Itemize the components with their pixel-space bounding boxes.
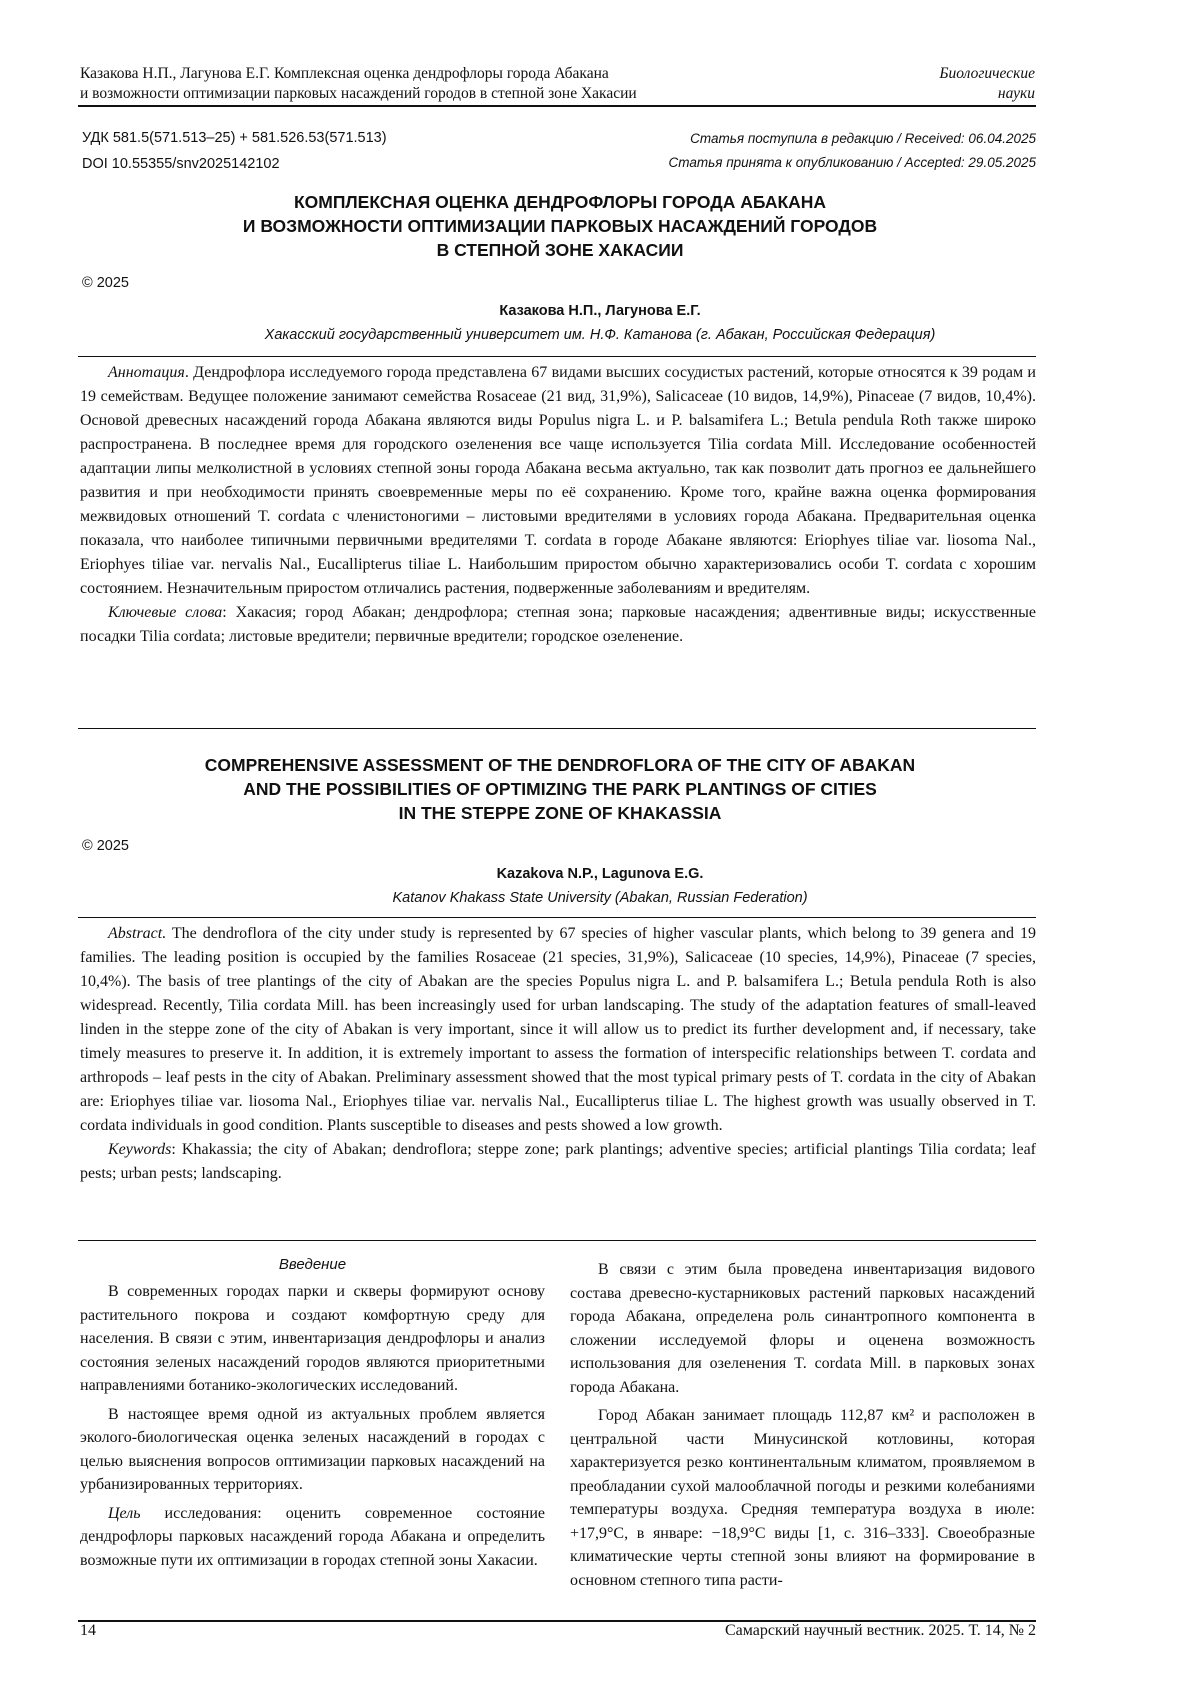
article-title-ru: [120, 190, 1000, 262]
received-date: Статья поступила в редакцию / Received: 06.04.2025: [690, 131, 1036, 146]
intro-heading: Введение: [278, 1256, 347, 1273]
intro-paragraph-3: [80, 1502, 545, 1573]
title-en-line-2: AND THE POSSIBILITIES OF OPTIMIZING THE PARK PLANTINGS OF CITIES: [243, 779, 877, 799]
abstract-ru-bottom-rule: [78, 728, 1036, 729]
meta-dates: [600, 127, 1036, 175]
abstract-ru-paragraph: [80, 361, 1036, 601]
abstract-en-paragraph: [80, 922, 1036, 1138]
accepted-date: Статья принята к опубликованию / Accepted: 29.05.2025: [668, 155, 1036, 170]
affiliation-ru: Хакасский государственный университет им. Н.Ф. Катанова (г. Абакан, Российская Федерация): [264, 327, 936, 343]
keywords-en-paragraph: [80, 1138, 1036, 1186]
body-column-left: [80, 1254, 545, 1577]
running-header-line-1: Казакова Н.П., Лагунова Е.Г. Комплексная оценка дендрофлоры города Абакана: [80, 65, 609, 82]
journal-citation: Самарский научный вестник. 2025. Т. 14, № 2: [724, 1622, 1036, 1639]
title-ru-line-3: В СТЕПНОЙ ЗОНЕ ХАКАСИИ: [436, 240, 684, 260]
aim-text: исследования: оценить современное состояние дендрофлоры парковых насаждений города Абакана и определить возможные пути их оптимизации в городах степной зоны Хакасии.: [80, 1504, 545, 1569]
abstract-en: [80, 922, 1036, 1186]
abstract-en-label: Abstract.: [108, 925, 167, 942]
abstract-ru-label: Аннотация: [108, 364, 185, 381]
udc-code: УДК 581.5(571.513–25) + 581.526.53(571.513): [82, 130, 387, 146]
meta-identifiers: [82, 125, 387, 177]
intro-paragraph-1: В современных городах парки и скверы формируют основу растительного покрова и создают комфортную среду для населения. В связи с этим, инвентаризация дендрофлоры и анализ состояния зеленых насаждений городов являются приоритетными направлениями ботанико-экологических исследований.: [80, 1283, 545, 1394]
article-title-en: [120, 753, 1000, 825]
keywords-ru-paragraph: [80, 601, 1036, 649]
affiliation-en: Katanov Khakass State University (Abakan, Russian Federation): [392, 890, 808, 906]
section-line-2: науки: [997, 85, 1035, 102]
section-line-1: Биологические: [939, 65, 1035, 82]
title-en-line-1: COMPREHENSIVE ASSESSMENT OF THE DENDROFLORA OF THE CITY OF ABAKAN: [204, 755, 916, 775]
body-right-paragraph-2: Город Абакан занимает площадь 112,87 км² и расположен в центральной части Минусинской котловины, которая характеризуется резко континентальным климатом, проявляемом в преобладании сухой малооблачной погоды и резкими колебаниями температуры воздуха. Средняя температура воздуха в июле: +17,9°С, в январе: −18,9°С виды [1, с. 316–333]. Своеобразные климатические черты степной зоны влияют на формирование в основном степного типа расти-: [570, 1407, 1035, 1589]
keywords-en-text: : Khakassia; the city of Abakan; dendroflora; steppe zone; park plantings; adventive species; artificial plantings Tilia cordata; leaf pests; urban pests; landscaping.: [80, 1141, 1036, 1182]
abstract-ru-top-rule: [78, 356, 1036, 357]
running-header-line-2: и возможности оптимизации парковых насаждений городов в степной зоне Хакасии: [80, 85, 637, 102]
page-number: 14: [80, 1622, 96, 1639]
keywords-ru-label: Ключевые слова: [108, 604, 223, 621]
abstract-ru-text: . Дендрофлора исследуемого города представлена 67 видами высших сосудистых растений, которые относятся к 39 родам и 19 семействам. Ведущее положение занимают семейства Rosaceae (21 вид, 31,9%), Salicaceae (10 видов, 14,9%), Pinaceae (7 видов, 10,4%). Основой древесных насаждений города Абакана являются виды Populus nigra L. и P. balsamifera L.; Betula pendula Roth также широко распространена. В последнее время для городского озеленения все чаще используется Tilia cordata Mill. Исследование особенностей адаптации липы мелколистной в условиях степной зоны города Абакана весьма актуально, так как позволит дать прогноз ее дальнейшего развития и при необходимости принять своевременные меры по её сохранению. Кроме того, крайне важна оценка формирования межвидовых отношений T. cordata с членистоногими – листовыми вредителями в условиях города Абакана. Предварительная оценка показала, что наиболее типичными первичными вредителями T. cordata в городе Абакане являются: Eriophyes tiliae var. liosoma Nal., Eriophyes tiliae var. nervalis Nal., Eucallipterus tiliae L. Наибольшим приростом обычно характеризовались особи T. cordata с хорошим состоянием. Незначительным приростом отличались растения, подверженные заболеваниям и вредителям.: [80, 364, 1036, 597]
abstract-en-text: The dendroflora of the city under study is represented by 67 species of higher vascular plants, which belong to 39 genera and 19 families. The leading position is occupied by the families Rosaceae (21 species, 31,9%), Salicaceae (10 species, 14,9%), Pinaceae (7 species, 10,4%). The basis of tree plantings of the city of Abakan are the species Populus nigra L. and P. balsamifera L.; Betula pendula Roth is also widespread. Recently, Tilia cordata Mill. has been increasingly used for urban landscaping. The study of the adaptation features of small-leaved linden in the steppe zone of the city of Abakan is very important, since it will allow us to predict its further development and, if necessary, take timely measures to preserve it. In addition, it is extremely important to assess the formation of interspecific relationships between T. cordata and arthropods – leaf pests in the city of Abakan. Preliminary assessment showed that the most typical primary pests of T. cordata in the city of Abakan are: Eriophyes tiliae var. liosoma Nal., Eriophyes tiliae var. nervalis Nal., Eucallipterus tiliae L. The highest growth was usually observed in T. cordata individuals in good condition. Plants susceptible to diseases and pests showed a low growth.: [80, 925, 1036, 1134]
header-divider: [78, 105, 1036, 107]
abstract-en-top-rule: [78, 917, 1036, 918]
copyright-ru: © 2025: [82, 275, 129, 291]
abstract-en-bottom-rule: [78, 1240, 1036, 1241]
title-ru-line-1: КОМПЛЕКСНАЯ ОЦЕНКА ДЕНДРОФЛОРЫ ГОРОДА АБАКАНА: [293, 192, 827, 212]
intro-paragraph-2: В настоящее время одной из актуальных проблем является эколого-биологическая оценка зеленых насаждений в городах с целью выяснения вопросов оптимизации парковых насаждений на урбанизированных территориях.: [80, 1405, 545, 1493]
copyright-en: © 2025: [82, 838, 129, 854]
authors-ru: Казакова Н.П., Лагунова Е.Г.: [499, 303, 701, 319]
aim-label: Цель: [108, 1504, 141, 1522]
keywords-en-label: Keywords: [108, 1141, 172, 1158]
body-right-paragraph-1: В связи с этим была проведена инвентаризация видового состава древесно-кустарниковых растений парковых насаждений города Абакана, определена роль синантропного компонента в сложении исследуемой флоры и оценена возможность использования для озеленения T. cordata Mill. в парковых зонах города Абакана.: [570, 1261, 1035, 1396]
running-header-title: [80, 64, 800, 104]
abstract-ru: [80, 361, 1036, 649]
doi-link[interactable]: DOI 10.55355/snv2025142102: [82, 156, 280, 172]
title-en-line-3: IN THE STEPPE ZONE OF KHAKASSIA: [398, 803, 722, 823]
keywords-ru-text: : Хакасия; город Абакан; дендрофлора; степная зона; парковые насаждения; адвентивные виды; искусственные посадки Tilia cordata; листовые вредители; первичные вредители; городское озеленение.: [80, 604, 1036, 645]
authors-en: Kazakova N.P., Lagunova E.G.: [496, 866, 704, 882]
running-header-section: [880, 64, 1035, 104]
title-ru-line-2: И ВОЗМОЖНОСТИ ОПТИМИЗАЦИИ ПАРКОВЫХ НАСАЖДЕНИЙ ГОРОДОВ: [242, 216, 878, 236]
body-column-right: [570, 1258, 1035, 1597]
